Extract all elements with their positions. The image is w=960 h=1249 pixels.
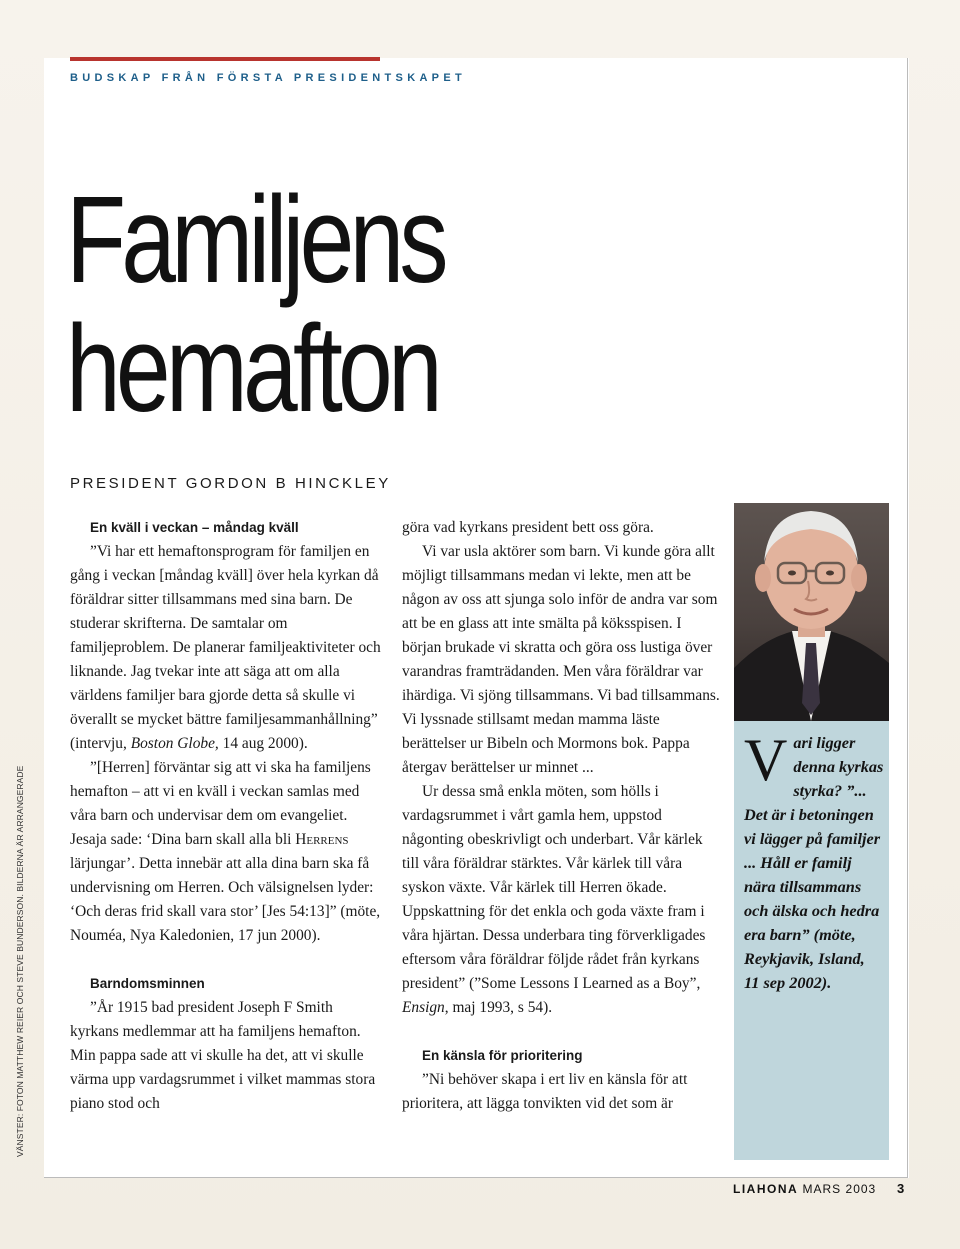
paragraph: ”[Herren] förväntar sig att vi ska ha familjens hemafton – att vi en kväll i veckan samlas med våra barn och undervisar dem om evangeliet. Jesaja sade: ‘Dina barn skall alla bli Herrens lärjungar’. Detta innebär att alla dina barn ska få undervisning om Herren. Och välsignelsen lyder: ‘Och deras frid skall vara stor’ [Jes 54:13]” (möte, Nouméa, Nya Kaledonien, 17 jun 2000).: [70, 759, 381, 944]
pull-quote-text: ari ligger denna kyrkas styrka? ”... Det är i betoningen vi lägger på familjer ... Håll er familj nära tillsammans och älska och hedra era barn” (möte, Reykjavik, Island, 11 sep 2002).: [744, 733, 884, 992]
photo-credit: VÄNSTER: FOTON MATTHEW REIER OCH STEVE BUNDERSON. BILDERNA ÄR ARRANGERADE: [15, 765, 25, 1157]
article-title: [66, 172, 514, 438]
paragraph: Ur dessa små enkla möten, som hölls i vardagsrummet i vårt gamla hem, uppstod någonting obeskrivligt och underbart. Vår kärlek till våra föräldrar stärktes. Vår kärlek till våra syskon växte. Vår kärlek till Herren ökade. Uppskattning för det enkla och goda växte fram i våra hjärtan. Dessa underbara ting förverkligades eftersom våra föräldrar följde rådet från kyrkans president” (”Some Lessons I Learned as a Boy”, Ensign, maj 1993, s 54).: [402, 783, 706, 1016]
red-accent-bar: [70, 57, 380, 61]
magazine-name: LIAHONA: [733, 1182, 799, 1196]
issue-date: MARS 2003: [802, 1182, 877, 1196]
author-byline: PRESIDENT GORDON B HINCKLEY: [70, 475, 391, 492]
page-footer: [733, 1182, 876, 1196]
right-border: [907, 58, 908, 1178]
paragraph: ”Ni behöver skapa i ert liv en känsla för att prioritera, att lägga tonvikten vid det som är: [402, 1071, 688, 1112]
pull-quote: [744, 727, 884, 995]
section-kicker: BUDSKAP FRÅN FÖRSTA PRESIDENTSKAPET: [70, 72, 466, 84]
paragraph: Vi var usla aktörer som barn. Vi kunde göra allt möjligt tillsammans medan vi lekte, men att be någon av oss att sjunga solo inför de andra var som att be en glass att inte smälta på köksspisen. I början brukade vi skratta och göra oss lustiga över varandras framträdanden. Men våra föräldrar var ihärdiga. Vi sjöng tillsammans. Vi bad tillsammans. Vi lyssnade stillsamt medan mamma läste berättelser ur Bibeln och Mormons bok. Pappa återgav berättelser ur minnet ...: [402, 543, 720, 776]
subheading-weekly: En kväll i veckan – måndag kväll: [90, 520, 299, 535]
article-column-2: [402, 516, 720, 1116]
paragraph: ”Vi har ett hemaftonsprogram för familjen en gång i veckan [måndag kväll] över hela kyrkan då föräldrar sitter tillsammans med sina barn. De studerar skrifterna. De samtalar om familjeproblem. De planerar familjeaktiviteter och liknande. Jag tvekar inte att säga att om alla världens familjer bara gjorde detta så skulle vi överallt se mycket bättre familjesammanhållning” (intervju, Boston Globe, 14 aug 2000).: [70, 543, 381, 752]
title-line-1: Familjens: [66, 172, 444, 309]
title-line-2: hemafton: [66, 301, 438, 438]
subheading-priority: En känsla för prioritering: [422, 1048, 583, 1063]
drop-cap: V: [744, 727, 788, 793]
paragraph: göra vad kyrkans president bett oss göra.: [402, 519, 654, 536]
bottom-border: [44, 1177, 908, 1178]
paragraph: ”År 1915 bad president Joseph F Smith kyrkans medlemmar att ha familjens hemafton. Min pappa sade att vi skulle ha det, att vi skulle värma upp vardagsrummet i vilket mammas stora piano stod och: [70, 999, 376, 1112]
page-number: 3: [897, 1181, 905, 1196]
subheading-childhood: Barndomsminnen: [90, 976, 205, 991]
portrait-illustration: [734, 503, 889, 721]
article-column-1: [70, 516, 382, 1116]
portrait-photo: [734, 503, 889, 721]
